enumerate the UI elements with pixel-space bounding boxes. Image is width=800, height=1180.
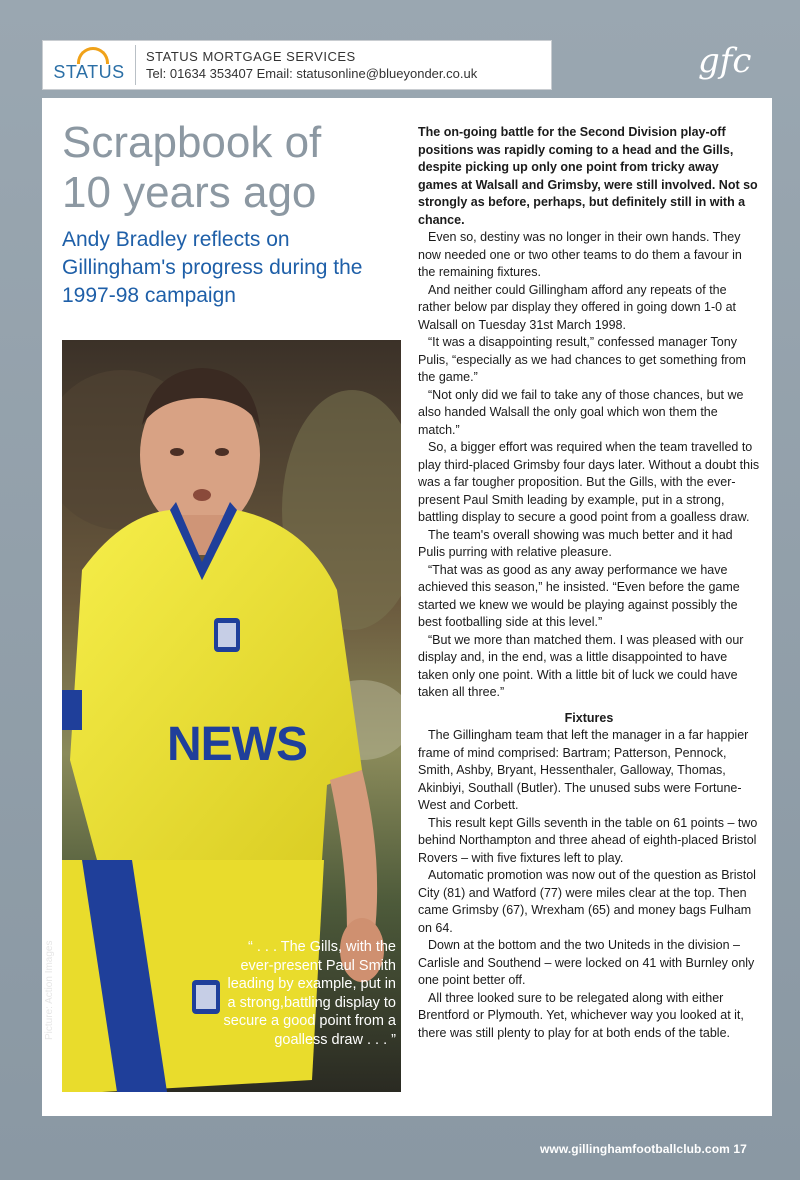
- footer-url-page-number[interactable]: www.gillinghamfootballclub.com 17: [540, 1142, 747, 1156]
- article-lead: The on-going battle for the Second Division play-off positions was rapidly coming to a head and the Gills, despite picking up only one point from tricky away games at Walsall and Grimsby, were still involved. Not so strongly as before, perhaps, but definitely still in with a chance.: [418, 125, 758, 227]
- svg-text:NEWS: NEWS: [167, 718, 307, 771]
- club-monogram-icon: [696, 38, 768, 82]
- logo-text: STATUS: [53, 61, 125, 82]
- photo-credit: Picture: Action Images: [44, 940, 55, 1040]
- fixtures-paragraph: The Gillingham team that left the manager in a far happier frame of mind comprised: Bartram; Patterson, Pennock, Smith, Ashby, Bryant, Hessenthaler, Galloway, Thomas, Akinbiyi, Southall (Butler). The unused subs were Fortune-West and Corbett.: [418, 728, 749, 812]
- article-paragraph: And neither could Gillingham afford any repeats of the rather below par display they offered in going down 1-0 at Walsall on Tuesday 31st March 1998.: [418, 282, 737, 332]
- page-subtitle: Andy Bradley reflects on Gillingham's progress during the 1997-98 campaign: [62, 228, 363, 307]
- article-paragraph: The team's overall showing was much better and it had Pulis purring with relative pleasure.: [418, 527, 733, 559]
- logo-arc-icon: [77, 47, 109, 64]
- article-paragraph: “That was as good as any away performance we have achieved this season,” he insisted. “Even before the game started we knew we would be playing against possibly the best footballing side at this level.”: [418, 562, 740, 629]
- status-logo: [43, 45, 136, 85]
- article-paragraph: “But we more than matched them. I was pleased with our display and, in the end, was a little disappointed to have taken only one point. With a little bit of luck we could have taken all three.”: [418, 632, 744, 699]
- sponsor-contact: Tel: 01634 353407 Email: statusonline@blueyonder.co.uk: [146, 65, 478, 81]
- article-body: [418, 124, 760, 1042]
- pull-quote: “ . . . The Gills, with the ever-present Paul Smith leading by example, put in a strong,battling display to secure a good point from a goalless draw . . . ”: [223, 939, 396, 1048]
- article-paragraph: “It was a disappointing result,” confessed manager Tony Pulis, “especially as we had chances to get something from the game.”: [418, 335, 746, 384]
- page-title: [62, 118, 402, 218]
- article-paragraph: So, a bigger effort was required when the team travelled to play third-placed Grimsby four days later. Without a doubt this was a far tougher proposition. But the Gills, with the ever-present Paul Smith leading by example, put in a strong, battling display to secure a good point from a goalless draw.: [418, 440, 760, 524]
- sponsor-name: STATUS MORTGAGE SERVICES: [146, 48, 356, 64]
- title-line-1: Scrapbook of: [62, 118, 322, 167]
- title-line-2: 10 years ago: [62, 168, 317, 217]
- fixtures-paragraph: Automatic promotion was now out of the question as Bristol City (81) and Watford (77) were miles clear at the top. Then came Grimsby (67), Wrexham (65) and money bags Fulham on 64.: [418, 868, 756, 935]
- article-paragraph: “Not only did we fail to take any of those chances, but we also handed Walsall the only goal which won them the match.”: [418, 387, 744, 437]
- fixtures-heading: Fixtures: [564, 710, 614, 725]
- article-paragraph: Even so, destiny was no longer in their own hands. They now needed one or two other teams to do them a favour in the remaining fixtures.: [418, 230, 742, 279]
- svg-text:gfc: gfc: [698, 41, 752, 81]
- sponsor-banner[interactable]: [42, 40, 552, 90]
- fixtures-paragraph: This result kept Gills seventh in the table on 61 points – two behind Northampton and three ahead of eighth-placed Bristol Rovers – with five fixtures left to play.: [418, 815, 758, 865]
- fixtures-paragraph: Down at the bottom and the two Uniteds in the division – Carlisle and Southend – were locked on 41 with Burnley only one point better off.: [418, 938, 755, 987]
- fixtures-paragraph: All three looked sure to be relegated along with either Brentford or Plymouth. Yet, whichever way you looked at it, there was still plenty to play for at both ends of the table.: [418, 990, 744, 1040]
